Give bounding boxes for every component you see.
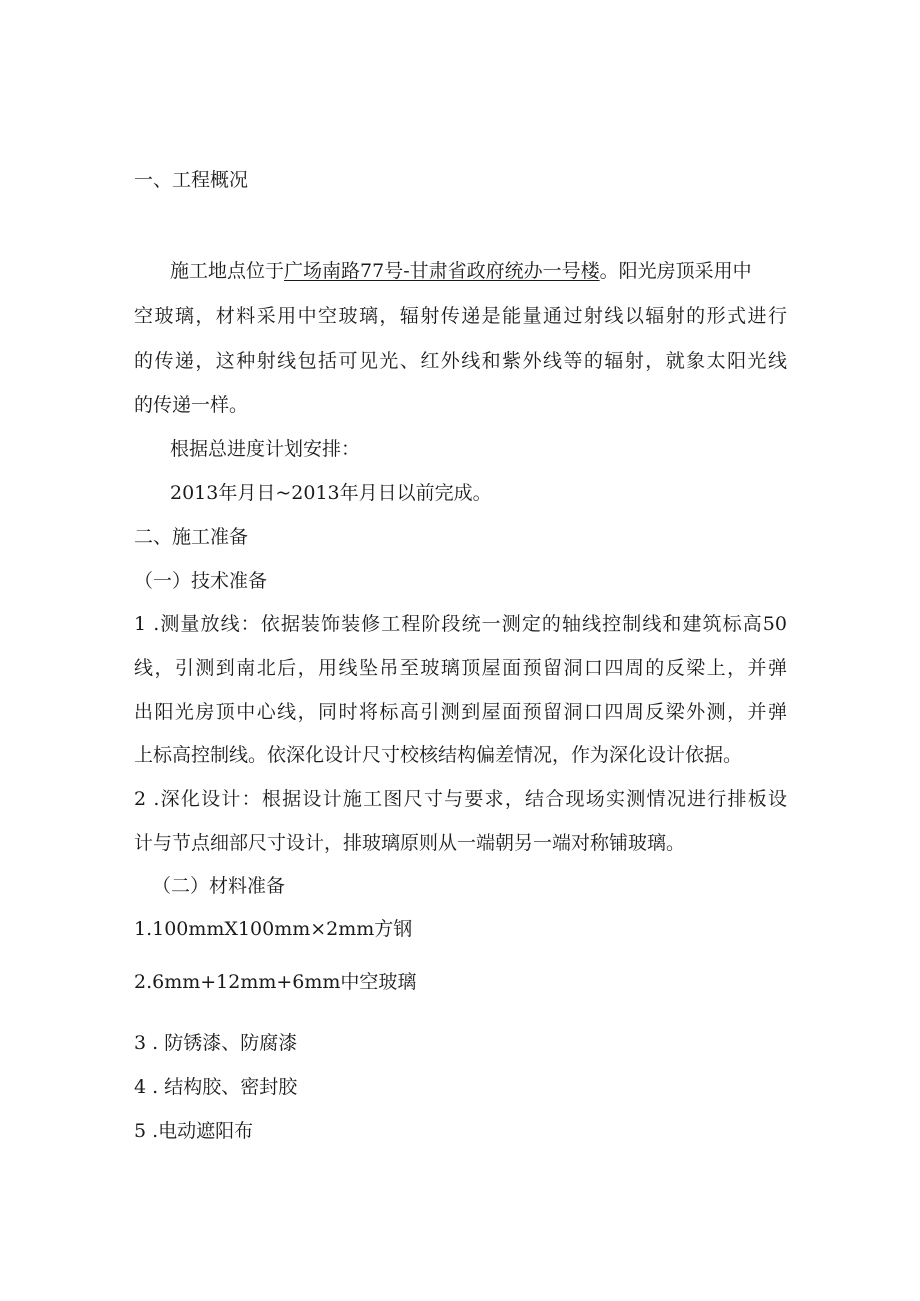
survey-item-line-2: 线，引测到南北后，用线坠吊至玻璃顶屋面预留洞口四周的反梁上，并弹	[134, 657, 787, 679]
site-intro-text: 施工地点位于	[170, 260, 285, 282]
schedule-text: 2013年月日~2013年月日以前完成。	[170, 482, 492, 504]
survey-item-line-1: 1 .测量放线：依据装饰装修工程阶段统一测定的轴线控制线和建筑标高50	[134, 613, 787, 635]
section-1-heading: 一、工程概况	[134, 169, 249, 191]
material-item: 2.6mm+12mm+6mm中空玻璃	[134, 971, 417, 993]
site-description-line-1	[170, 259, 752, 283]
site-description-line-4: 的传递一样。	[134, 394, 249, 416]
material-item: 3 . 防锈漆、防腐漆	[134, 1032, 298, 1054]
site-description-line-3: 的传递，这种射线包括可见光、红外线和紫外线等的辐射，就象太阳光线	[134, 350, 787, 372]
site-description-line-2: 空玻璃，材料采用中空玻璃，辐射传递是能量通过射线以辐射的形式进行	[134, 305, 787, 327]
material-prep-heading: （二）材料准备	[152, 875, 286, 897]
material-item: 5 .电动遮阳布	[134, 1120, 254, 1142]
survey-item-line-4: 上标高控制线。依深化设计尺寸校核结构偏差情况，作为深化设计依据。	[134, 744, 743, 766]
technical-prep-heading: （一）技术准备	[134, 570, 268, 592]
schedule-intro: 根据总进度计划安排：	[170, 438, 361, 460]
material-item: 1.100mmX100mm×2mm方钢	[134, 918, 413, 940]
site-description-text: 。阳光房顶采用中	[599, 260, 752, 282]
site-location: 广场南路77号-甘肃省政府统办一号楼	[284, 260, 600, 282]
material-item: 4 . 结构胶、密封胶	[134, 1076, 298, 1098]
section-2-heading: 二、施工准备	[134, 526, 249, 548]
survey-item-line-3: 出阳光房顶中心线，同时将标高引测到屋面预留洞口四周反梁外测，并弹	[134, 701, 787, 723]
design-item-line-1: 2 .深化设计：根据设计施工图尺寸与要求，结合现场实测情况进行排板设	[134, 788, 787, 810]
design-item-line-2: 计与节点细部尺寸设计，排玻璃原则从一端朝另一端对称铺玻璃。	[134, 832, 686, 854]
